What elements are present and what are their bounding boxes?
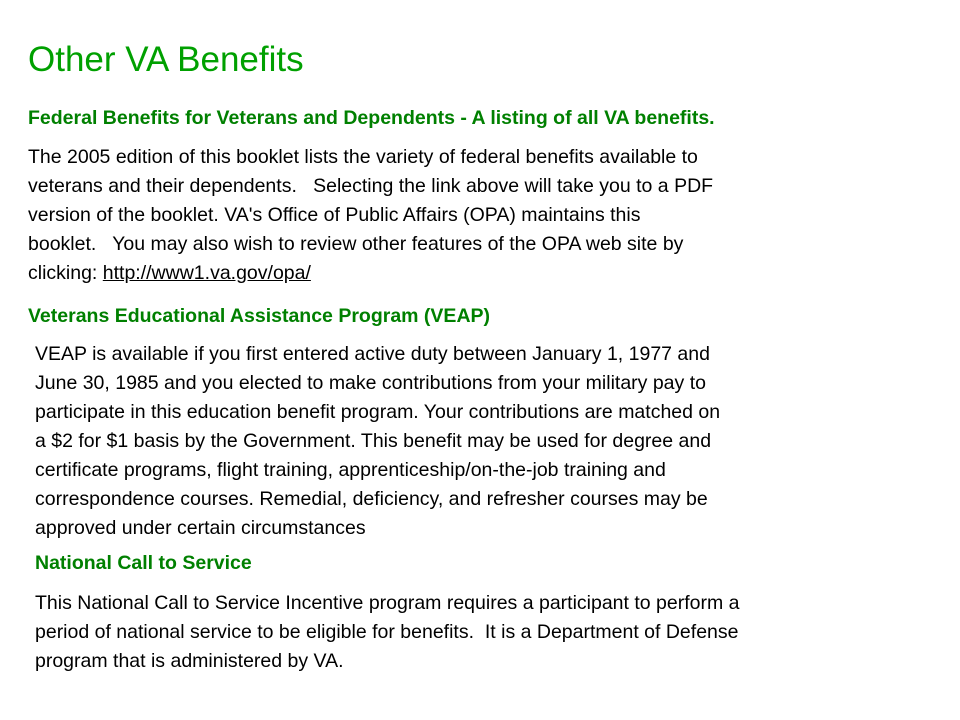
section-heading-veap: Veterans Educational Assistance Program (VEAP) bbox=[28, 305, 491, 327]
body-line: VEAP is available if you first entered active duty between January 1, 1977 and bbox=[35, 343, 710, 365]
page-title: Other VA Benefits bbox=[28, 40, 304, 79]
link-prefix-text: clicking: bbox=[28, 262, 103, 284]
body-line: booklet. You may also wish to review other features of the OPA web site by bbox=[28, 233, 684, 255]
body-line-with-link bbox=[28, 259, 928, 288]
body-line: This National Call to Service Incentive program requires a participant to perform a bbox=[35, 592, 740, 614]
section-body-federal-benefits bbox=[28, 143, 928, 288]
body-line: correspondence courses. Remedial, deficiency, and refresher courses may be bbox=[35, 488, 708, 510]
body-line: period of national service to be eligible for benefits. It is a Department of Defense bbox=[35, 621, 739, 643]
body-line: version of the booklet. VA's Office of Public Affairs (OPA) maintains this bbox=[28, 204, 641, 226]
body-line: certificate programs, flight training, apprenticeship/on-the-job training and bbox=[35, 459, 666, 481]
body-line: June 30, 1985 and you elected to make contributions from your military pay to bbox=[35, 372, 706, 394]
opa-website-link[interactable]: http://www1.va.gov/opa/ bbox=[102, 262, 311, 284]
section-heading-federal-benefits: Federal Benefits for Veterans and Dependents - A listing of all VA benefits. bbox=[28, 107, 715, 129]
body-line: approved under certain circumstances bbox=[35, 517, 366, 539]
body-line: participate in this education benefit program. Your contributions are matched on bbox=[35, 401, 721, 423]
section-body-veap bbox=[35, 340, 935, 543]
section-heading-national-call-to-service: National Call to Service bbox=[35, 552, 252, 574]
section-body-national-call-to-service bbox=[35, 589, 935, 676]
body-line: a $2 for $1 basis by the Government. This benefit may be used for degree and bbox=[35, 430, 712, 452]
body-line: veterans and their dependents. Selecting the link above will take you to a PDF bbox=[28, 175, 714, 197]
body-line: program that is administered by VA. bbox=[35, 650, 344, 672]
body-line: The 2005 edition of this booklet lists the variety of federal benefits available to bbox=[28, 146, 698, 168]
